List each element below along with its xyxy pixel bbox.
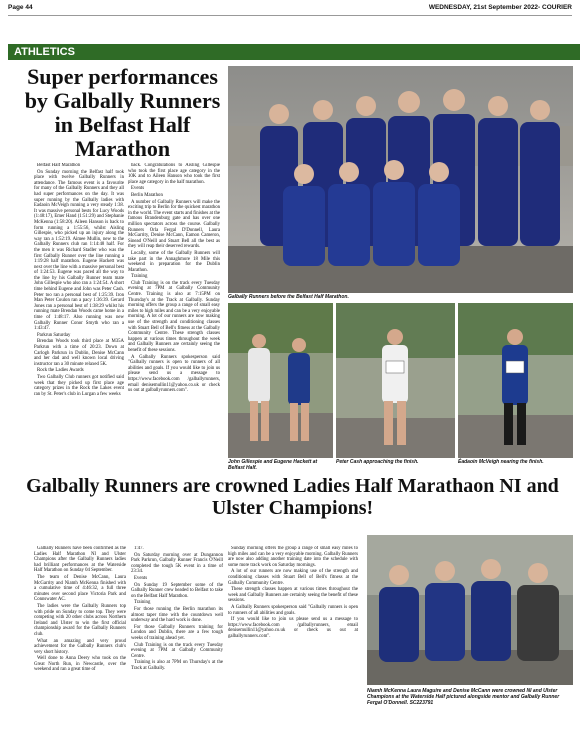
paragraph: Club Training is on the track every Tuesday evening at 7PM at Galbally Community Centre. Training is also at 7:15PM on Thursday's at the Track at Galbally. Sunday morning offers the group a range of small easy miles to high miles and can be a very enjoyable morning. A lot of our runners are now making use of the strength and conditioning classes with Stuart Bell of Bell's fitness at the Galbally Community Centre. These strength classes happen at various times throughout the week and Galbally Runners are certainly seeing the benefit of these sessions. [128, 280, 220, 353]
ladies-champions-photo [367, 535, 573, 685]
paragraph: What an amazing and very proud achievement for the Galbally Runners club's very short history. [34, 638, 126, 655]
issue-date: WEDNESDAY, 21st September 2022- COURIER [428, 4, 572, 11]
paragraph: Training is also at 7PM on Thursday's at the Track at Galbally. [131, 660, 223, 671]
page-header [8, 4, 572, 16]
paragraph: The ladies were the Galbally Runners top with pride on Sunday to come top. They were competing with 20 other clubs across Northern Ireland and Ulster to win the first official championship award for the Galbally Runners club. [34, 603, 126, 637]
article2-column-1 [34, 546, 126, 734]
article2-headline: Galbally Runners are crowned Ladies Half Marathaon NI and Ulster Champions! [26, 475, 559, 519]
paragraph: On Saturday morning over at Dungannon Park Parkrun, Galbally Runner Francis O'Neill completed the tough 5K event in a time of 23:34. [131, 552, 223, 575]
john-eugene-photo [228, 303, 333, 458]
paragraph: On Sunday 19 September some of the Galbally Runner crew headed to Belfast to take on the Belfast Half Marathon. [131, 582, 223, 599]
paragraph: On Sunday morning the Belfast half took place with twelve Galbally Runners in attendance. The famous event is a favourite for many of the Galbally Runners and they all had super performances on the day. It was super running by the Galbally ladies with Eadaoin McVeigh running a very steady 1:38. It was massive personal bests for Lucy Woods (1:48:17), Emer Hand (1:51:29) and Stephanie McKenna (1:58:20). Aileen Hanson is back to form running a 1:55:56, whilst Aisling Gillespie, who picked up an injury along the way ran a 1:52:19. Aimee Mullin, new to the Galbally Runners club ran 1:14:48 half. For the men it was Richard Stadler who was the first Galbally Runner over the line running a 1:19:28 half marathon. Eugene Hackett was next over the line with a massive personal best of 1:24:53. Eugene was paced all the way to the line by his Galbally Runner team mate John Gillespie who also ran a 1:24:54. A short time behind Eugene and John was Peter Cash. Peter too ran a personal best of 1:25:39. Iron Man Peter Coulon ran a pacy 1:36:39. Gerard Jones ran a personal best of 1:38:29 whilst his running mate Brendan Woods came home in a time of 1:48:17. Also running was new Galbally Runner Conor Smyth who ran a 1:43:47. [34, 169, 124, 332]
peter-cash-photo [336, 303, 455, 458]
team-photo [228, 66, 573, 293]
paragraph: Training [131, 274, 148, 280]
page-number: Page 44 [8, 4, 33, 11]
paragraph: Events [134, 575, 148, 581]
peter-cash-caption: Peter Cash approaching the finish. [336, 459, 419, 465]
article1-headline: Super performances by Galbally Runners in Belfast Half Marathon [24, 64, 221, 161]
paragraph: A Galbally Runners spokesperson said "Galbally runners is open to runners of all abilities and goals. [228, 604, 358, 616]
paragraph: Rock the Ladies Awards [37, 368, 84, 374]
paragraph: Belfast Half Marathon [37, 163, 81, 168]
paragraph: Galbally Runners have been confirmed as the Ladies Half Marathon NI and Ulster Champions after the Galbally Runners ladies had brilliant performances at the Waterside Half Marathon on Sunday 04 September. [34, 546, 126, 574]
eadaoin-photo [458, 303, 573, 458]
article1-column-2 [128, 163, 220, 471]
john-eugene-caption: John Gillespie and Eugene Hackett at Belfast Half. [228, 459, 318, 471]
team-photo-caption: Galbally Runners before the Belfast Half Marathon. [228, 294, 349, 300]
section-label: ATHLETICS [8, 44, 580, 60]
article1-column-1 [34, 163, 124, 471]
eadaoin-caption: Éadaoin McVeigh nearing the finish. [458, 459, 544, 465]
paragraph: Sunday morning offers the group a range of small easy miles to high miles and can be a very enjoyable morning. Galbally Runners are now also adding another training date into the schedule with some more track work on Saturday mornings. [228, 546, 358, 568]
ladies-photo-caption: Niamh McKenna Laura Maguire and Denise McCann were crowned NI and Ulster Champions at the Waterside Half pictured alongside mentor and Galbally Runner Fergal O'Donnell. SC223791 [367, 688, 560, 706]
paragraph: Well done to Anna Deery who took on the Great North Run, in Newcastle, over the weekend and ran a great time of [34, 656, 126, 673]
article2-column-3 [228, 546, 358, 734]
paragraph: A number of Galbally Runners will make the exciting trip to Berlin for the quickest marathon in the world. The event starts and finishes at the famous Brandenburg gate and has over one million spectators across the course. Galbally Runners Orla Fergal D'Donnell, Laura McGarrity, Denise McCann, Eamon Cameron, Sinead O'Neill and Stuart Bell all the best as they will reap their deserved rewards. [128, 199, 220, 250]
paragraph: A lot of our runners are now making use of the strength and conditioning classes with Stuart Bell of Bell's fitness at the Galbally Community Centre. [228, 569, 358, 586]
paragraph: These strength classes happen at various times throughout the week and Galbally Runners are certainly seeing the benefit of these sessions. [228, 587, 358, 604]
paragraph: Events [131, 186, 145, 192]
paragraph: Locally, some of the Galbally Runners will take part in the Annaghmore 18 Mile this weekend in preparation for the Dublin Marathon. [128, 250, 220, 273]
paragraph: For those running the Berlin marathon its almost taper time with the countdown well underway and the hard work is done. [131, 606, 223, 624]
paragraph: The team of Denise McCann, Laura McGarrity and Niamh McKenna finished with a cumulative time of 4:46:32, a full three minutes over second place Victoria Park and Connswater AC. [34, 574, 126, 603]
paragraph: A Galbally Runners spokesperson said "Galbally runners is open to runners of all abilities and goals. If you would like to join us please send us a message to https://www.facebook.com /galballyrunners, email denisemullin11@yahoo.co.uk or check us out at galballyrunners.com". [128, 354, 220, 394]
paragraph: If you would like to join us please send us a message to https://www.facebook.com /galballyrunners, email denisemullin11@yahoo.co.uk or check us out at galballyrunners.com". [228, 617, 358, 639]
paragraph: Club Training is on the track every Tuesday evening at 7PM at Galbally Community Centre. [131, 642, 223, 659]
paragraph: Parkrun Saturday [37, 332, 71, 338]
paragraph: Brendan Woods took third place at M35A Parkrun with a time of 20:23. Down at Carlogh Parkrun in Dublin, Denise McCann and her dad and well known local driving instructor ran a 30 minute relaxed 5K. [34, 339, 124, 367]
paragraph: For those Galbally Runners training for London and Dublin, there are a few tough weeks of training ahead yet. [131, 624, 223, 641]
article2-column-2 [131, 546, 223, 734]
paragraph: 1:47. [134, 546, 144, 551]
paragraph: Berlin Marathon [131, 192, 163, 198]
paragraph: Two Galbally Club runners got notified said week that they picked up first place age category prizes in the Rock the Lakes event ran by St. Peter's club in Lurgan a few weeks [34, 374, 124, 397]
paragraph: back. Congratulations to Aisling Gillespie who took the first place age category in the 10K and to Aileen Hanson who took the first place age category in the half marathon. [128, 163, 220, 185]
paragraph: Training [134, 600, 151, 606]
